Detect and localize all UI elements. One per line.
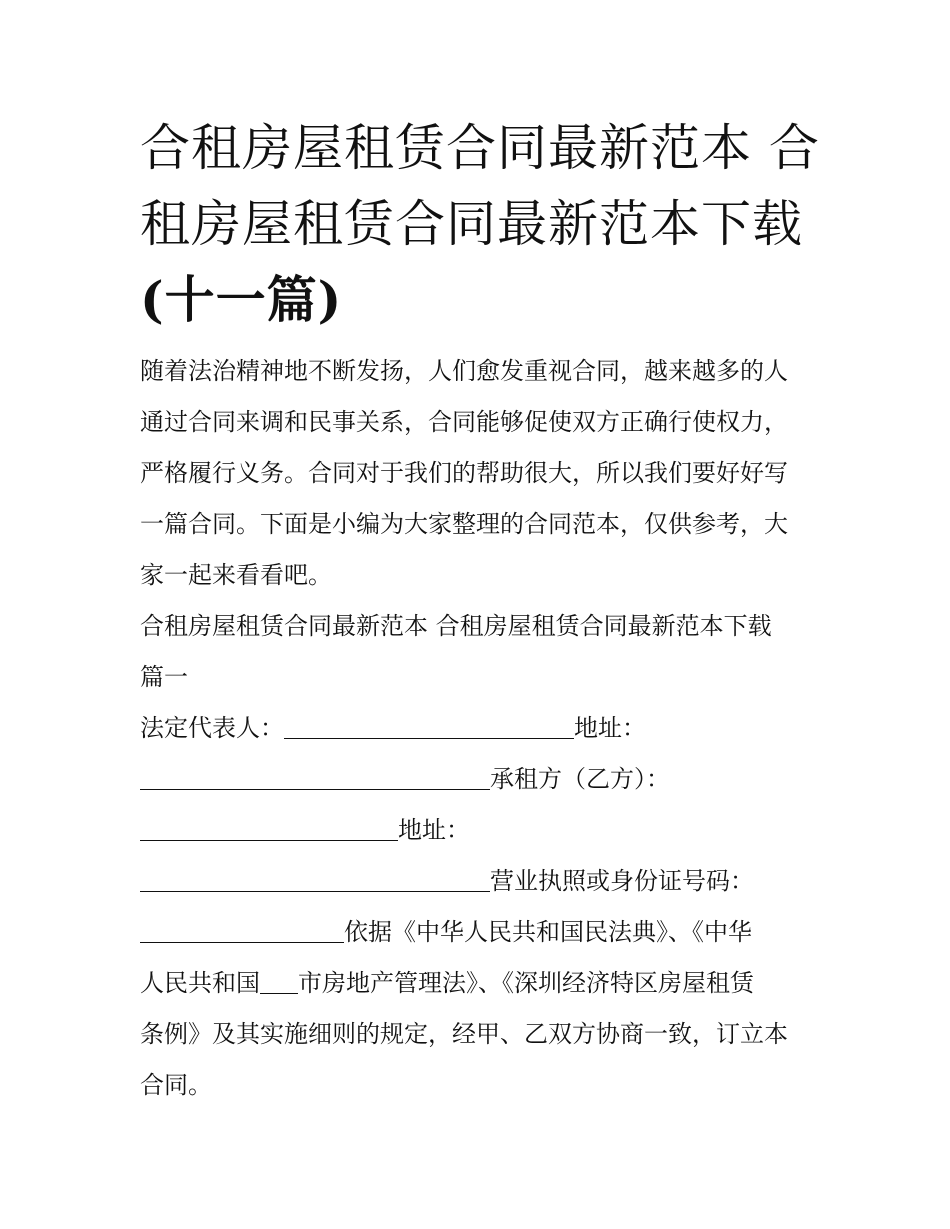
basis-text: 市房地产管理法》、《深圳经济特区房屋租赁 xyxy=(298,969,754,997)
address-label: 地址： xyxy=(574,714,646,742)
contract-form xyxy=(140,703,820,1111)
address-label-2: 地址： xyxy=(398,816,470,844)
form-line-basis-3: 条例》及其实施细则的规定，经甲、乙双方协商一致，订立本 xyxy=(140,1020,788,1048)
basis-text: 依据《中华人民共和国民法典》、《中华 xyxy=(344,918,752,946)
intro-line: 随着法治精神地不断发扬，人们愈发重视合同，越来越多的人 xyxy=(140,357,788,385)
lessee-label: 承租方（乙方）： xyxy=(490,765,670,793)
title-line: (十一篇) xyxy=(140,270,343,329)
intro-line: 通过合同来调和民事关系，合同能够促使双方正确行使权力， xyxy=(140,408,788,436)
document-page xyxy=(140,110,820,1111)
city-blank[interactable] xyxy=(260,969,298,994)
address-blank-2[interactable] xyxy=(140,867,490,892)
form-line-basis-2 xyxy=(140,958,820,1009)
form-line-basis-1 xyxy=(140,907,820,958)
lessee-blank[interactable] xyxy=(140,816,398,841)
address-blank[interactable] xyxy=(140,765,490,790)
form-line-legal-rep xyxy=(140,703,820,754)
section-heading xyxy=(140,601,820,703)
intro-line: 严格履行义务。合同对于我们的帮助很大，所以我们要好好写 xyxy=(140,459,788,487)
form-line-license xyxy=(140,856,820,907)
section-heading-line: 篇一 xyxy=(140,663,188,691)
intro-paragraph xyxy=(140,346,820,601)
intro-line: 家一起来看看吧。 xyxy=(140,561,332,589)
title-line: 合租房屋租赁合同最新范本 合 xyxy=(140,119,820,177)
legal-rep-blank[interactable] xyxy=(284,714,574,739)
intro-line: 一篇合同。下面是小编为大家整理的合同范本，仅供参考，大 xyxy=(140,510,788,538)
title-line: 租房屋租赁合同最新范本下载 xyxy=(140,195,803,253)
form-line-basis-4: 合同。 xyxy=(140,1071,212,1099)
document-title xyxy=(140,110,820,338)
form-line-address-2 xyxy=(140,805,820,856)
form-line-lessee xyxy=(140,754,820,805)
basis-text: 人民共和国 xyxy=(140,969,260,997)
legal-rep-label: 法定代表人： xyxy=(140,714,284,742)
section-heading-line: 合租房屋租赁合同最新范本 合租房屋租赁合同最新范本下载 xyxy=(140,612,772,640)
document-body xyxy=(140,346,820,1111)
license-label: 营业执照或身份证号码： xyxy=(490,867,754,895)
license-blank[interactable] xyxy=(140,918,344,943)
